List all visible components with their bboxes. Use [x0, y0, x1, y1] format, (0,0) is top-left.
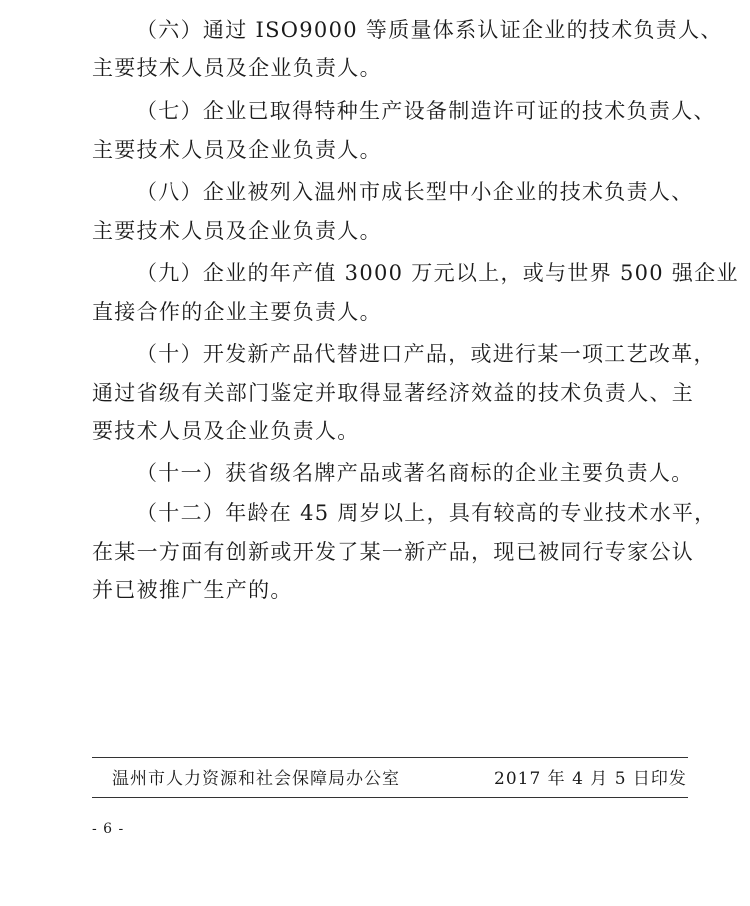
footer-bottom-rule — [92, 797, 688, 798]
paragraph-8-line-1: （八）企业被列入温州市成长型中小企业的技术负责人、 — [136, 180, 694, 204]
paragraph-8-line-2: 主要技术人员及企业负责人。 — [92, 219, 382, 243]
footer-print-date: 2017 年 4 月 5 日印发 — [494, 769, 687, 789]
paragraph-12-line-3: 并已被推广生产的。 — [92, 578, 293, 602]
footer-issuer: 温州市人力资源和社会保障局办公室 — [112, 769, 400, 789]
paragraph-6-line-2: 主要技术人员及企业负责人。 — [92, 56, 382, 80]
paragraph-7-line-1: （七）企业已取得特种生产设备制造许可证的技术负责人、 — [136, 99, 716, 123]
paragraph-12-line-2: 在某一方面有创新或开发了某一新产品，现已被同行专家公认 — [92, 540, 695, 564]
paragraph-12-line-1: （十二）年龄在 45 周岁以上，具有较高的专业技术水平， — [136, 501, 717, 525]
paragraph-10-line-1: （十）开发新产品代替进口产品，或进行某一项工艺改革， — [136, 342, 716, 366]
paragraph-9-line-1: （九）企业的年产值 3000 万元以上，或与世界 500 强企业 — [136, 261, 739, 285]
paragraph-10-line-3: 要技术人员及企业负责人。 — [92, 419, 360, 443]
paragraph-7-line-2: 主要技术人员及企业负责人。 — [92, 138, 382, 162]
footer-top-rule — [92, 757, 688, 758]
paragraph-9-line-2: 直接合作的企业主要负责人。 — [92, 300, 382, 324]
paragraph-10-line-2: 通过省级有关部门鉴定并取得显著经济效益的技术负责人、主 — [92, 381, 695, 405]
paragraph-6-line-1: （六）通过 ISO9000 等质量体系认证企业的技术负责人、 — [136, 18, 723, 42]
page-number: - 6 - — [92, 821, 125, 837]
paragraph-11-line-1: （十一）获省级名牌产品或著名商标的企业主要负责人。 — [136, 461, 694, 485]
